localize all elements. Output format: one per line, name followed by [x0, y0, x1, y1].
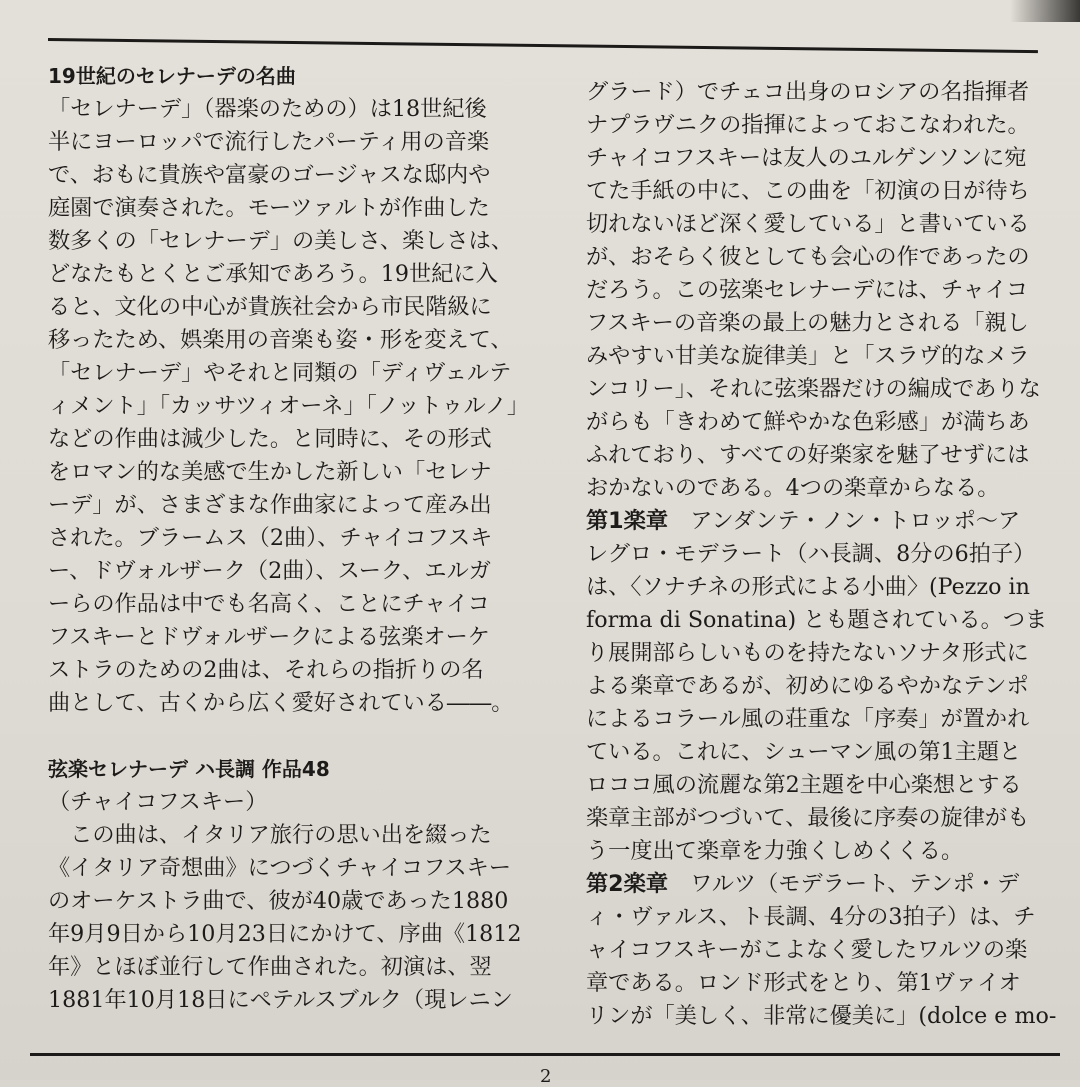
body-line: ャイコフスキーがこよなく愛したワルツの楽: [586, 937, 1028, 963]
movement-1-label: 第1楽章: [586, 508, 669, 534]
section2-body: [48, 819, 546, 1017]
body-line: 年9月9日から10月23日にかけて、序曲《1812: [48, 921, 522, 947]
movement-1-section: [586, 505, 1062, 868]
body-line: フスキーの音楽の最上の魅力とされる「親し: [586, 310, 1029, 336]
body-line: この曲は、イタリア旅行の思い出を綴った: [48, 822, 492, 848]
body-line: によるコラール風の荘重な「序奏」が置かれ: [586, 706, 1030, 732]
body-line: 年》とほぼ並行して作曲された。初演は、翌: [48, 954, 492, 980]
movement-1-first-line: [586, 505, 1062, 538]
body-line: てた手紙の中に、この曲を「初演の日が待ち: [586, 178, 1030, 204]
body-line: よる楽章であるが、初めにゆるやかなテンポ: [586, 673, 1029, 699]
body-line: 《イタリア奇想曲》につづくチャイコフスキー: [48, 855, 512, 881]
section-gap: [48, 720, 546, 753]
right-column: [586, 76, 1062, 1033]
body-line: だろう。この弦楽セレナーデには、チャイコ: [586, 277, 1029, 303]
body-line: レグロ・モデラート（ハ長調、8分の6拍子）: [586, 541, 1036, 567]
body-line: 楽章主部がつづいて、最後に序奏の旋律がも: [586, 805, 1030, 831]
left-column: [48, 60, 546, 1017]
body-line: ー、ドヴォルザーク（2曲）、スーク、エルガ: [48, 558, 491, 584]
body-line: された。ブラームス（2曲）、チャイコフスキ: [48, 525, 493, 551]
body-line: フスキーとドヴォルザークによる弦楽オーケ: [48, 624, 490, 650]
body-line: 半にヨーロッパで流行したパーティ用の音楽: [48, 129, 490, 155]
body-line: ーデ」が、さまざまな作曲家によって産み出: [48, 492, 492, 518]
body-line: う一度出て楽章を力強くしめくくる。: [586, 838, 964, 864]
body-line: などの作曲は減少した。と同時に、その形式: [48, 426, 492, 452]
top-rule: [48, 38, 1038, 53]
body-line: グラード）でチェコ出身のロシアの名指揮者: [586, 79, 1030, 105]
section1-body: [48, 93, 546, 720]
movement-2-tempo: ワルツ（モデラート、テンポ・デ: [668, 871, 1020, 897]
section-subtitle-composer: （チャイコフスキー）: [48, 789, 268, 815]
movement-2-label: 第2楽章: [586, 871, 669, 897]
right-body-intro: [586, 76, 1062, 505]
background-edge: [1010, 0, 1080, 22]
body-line: 庭園で演奏された。モーツァルトが作曲した: [48, 195, 490, 221]
section-title-string-serenade: 弦楽セレナーデ ハ長調 作品48: [48, 757, 330, 781]
body-line: は、〈ソナチネの形式による小曲〉(Pezzo in: [586, 574, 1030, 600]
body-line: ている。これに、シューマン風の第1主題と: [586, 739, 1022, 765]
body-line: のオーケストラ曲で、彼が40歳であった1880: [48, 888, 509, 914]
body-line: リンが「美しく、非常に優美に」(dolce e mo-: [586, 1003, 1057, 1029]
body-line: がらも「きわめて鮮やかな色彩感」が満ちあ: [586, 409, 1030, 435]
body-line: ストラのための2曲は、それらの指折りの名: [48, 657, 484, 683]
body-line: ふれており、すべての好楽家を魅了せずには: [586, 442, 1030, 468]
body-line: forma di Sonatina) とも題されている。つま: [586, 607, 1048, 633]
body-line: 「セレナーデ」（器楽のための）は18世紀後: [48, 96, 487, 122]
body-line: チャイコフスキーは友人のユルゲンソンに宛: [586, 145, 1027, 171]
body-line: おかないのである。4つの楽章からなる。: [586, 475, 1000, 501]
body-line: みやすい甘美な旋律美」と「スラヴ的なメラ: [586, 343, 1030, 369]
body-line: り展開部らしいものを持たないソナタ形式に: [586, 640, 1029, 666]
body-line: 切れないほど深く愛している」と書いている: [586, 211, 1030, 237]
body-line: ロココ風の流麗な第2主題を中心楽想とする: [586, 772, 1022, 798]
movement-1-tempo: アンダンテ・ノン・トロッポ〜ア: [668, 508, 1021, 534]
body-line: ナプラヴニクの指揮によっておこなわれた。: [586, 112, 1030, 138]
body-line: ると、文化の中心が貴族社会から市民階級に: [48, 294, 492, 320]
page-number: 2: [540, 1066, 552, 1087]
body-line: どなたもとくとご承知であろう。19世紀に入: [48, 261, 498, 287]
body-line: 曲として、古くから広く愛好されている――。: [48, 690, 514, 716]
body-line: ィメント」「カッサツィオーネ」「ノットゥルノ」: [48, 393, 530, 419]
body-line: 1881年10月18日にペテルスブルク（現レニン: [48, 987, 513, 1013]
body-line: 移ったため、娯楽用の音楽も姿・形を変えて、: [48, 327, 513, 353]
section-title-serenade-history: 19世紀のセレナーデの名曲: [48, 64, 296, 88]
body-line: で、おもに貴族や富豪のゴージャスな邸内や: [48, 162, 491, 188]
body-line: ーらの作品は中でも名高く、ことにチャイコ: [48, 591, 490, 617]
body-line: ンコリー」、それに弦楽器だけの編成でありな: [586, 376, 1041, 402]
body-line: ィ・ヴァルス、ト長調、4分の3拍子）は、チ: [586, 904, 1036, 930]
movement-2-section: [586, 868, 1062, 1033]
body-line: 章である。ロンド形式をとり、第1ヴァイオ: [586, 970, 1021, 996]
movement-2-first-line: [586, 868, 1062, 901]
body-line: 数多くの「セレナーデ」の美しさ、楽しさは、: [48, 228, 514, 254]
body-line: 「セレナーデ」やそれと同類の「ディヴェルテ: [48, 360, 512, 386]
bottom-rule: [30, 1053, 1060, 1056]
body-line: が、おそらく彼としても会心の作であったの: [586, 244, 1030, 270]
body-line: をロマン的な美感で生かした新しい「セレナ: [48, 459, 492, 485]
